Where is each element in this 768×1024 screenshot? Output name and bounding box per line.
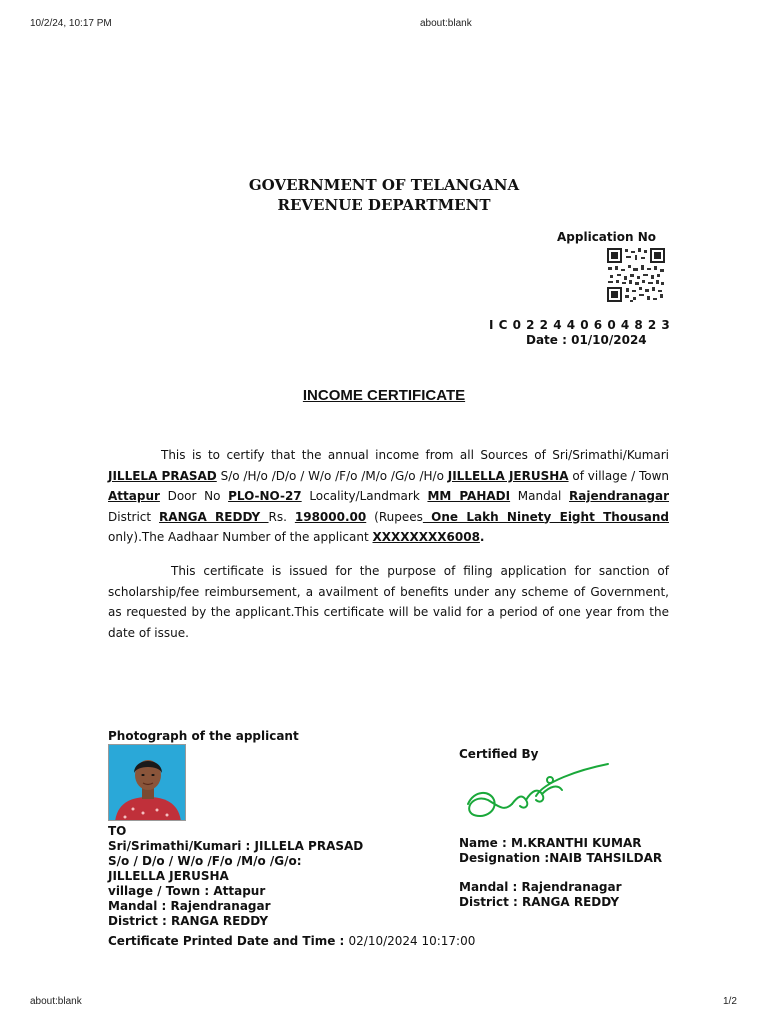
print-timestamp: 10/2/24, 10:17 PM bbox=[30, 18, 112, 29]
text-fragment: This is to certify that the annual income from all Sources of Sri/Srimathi/Kumari bbox=[161, 448, 669, 462]
addressee-block bbox=[108, 824, 408, 929]
certified-details bbox=[459, 836, 719, 910]
applicant-photo bbox=[108, 744, 186, 821]
certificate-purpose-paragraph: This certificate is issued for the purpose of filing application for sanction of scholarship/fee reimbursement, a availment of benefits under any scheme of Government, as requested by the applicant.This certificate will be valid for a period of one year from the date of issue. bbox=[108, 564, 669, 640]
text-fragment: . bbox=[479, 530, 485, 544]
printed-datetime bbox=[108, 934, 475, 948]
income-amount: 198000.00 bbox=[294, 509, 367, 524]
printed-value: 02/10/2024 10:17:00 bbox=[348, 934, 476, 948]
certified-by-label: Certified By bbox=[459, 747, 539, 761]
aadhaar-number: XXXXXXXX6008 bbox=[372, 530, 480, 544]
text-fragment: S/o /H/o /D/o / W/o /F/o /M/o /G/o /H/o bbox=[216, 468, 448, 483]
district: RANGA REDDY bbox=[159, 509, 269, 524]
department-title: REVENUE DEPARTMENT bbox=[277, 196, 491, 214]
text-fragment: District bbox=[108, 509, 160, 524]
to-label: TO bbox=[108, 824, 127, 838]
application-date: Date : 01/10/2024 bbox=[526, 333, 647, 347]
application-no-label: Application No bbox=[557, 230, 657, 244]
relation-name: JILLELLA JERUSHA bbox=[447, 468, 569, 483]
text-fragment: (Rupees bbox=[366, 509, 423, 524]
applicant-photo-icon bbox=[109, 745, 186, 821]
addressee-mandal: Mandal : Rajendranagar bbox=[108, 899, 271, 913]
print-page-number: 1/2 bbox=[723, 996, 737, 1007]
government-title: GOVERNMENT OF TELANGANA bbox=[248, 176, 520, 194]
officer-designation: Designation :NAIB TAHSILDAR bbox=[459, 851, 663, 865]
addressee-name: Sri/Srimathi/Kumari : JILLELA PRASAD bbox=[108, 839, 364, 853]
locality: MM PAHADI bbox=[427, 489, 511, 503]
certificate-body-paragraph bbox=[108, 445, 669, 548]
officer-district: District : RANGA REDDY bbox=[459, 895, 620, 909]
door-number: PLO-NO-27 bbox=[228, 489, 302, 503]
income-amount-words: One Lakh Ninety Eight Thousand bbox=[422, 509, 669, 524]
application-number: I C 0 2 2 4 4 0 6 0 4 8 2 3 bbox=[489, 318, 671, 332]
addressee-relation-label: S/o / D/o / W/o /F/o /M/o /G/o: bbox=[108, 854, 302, 868]
qr-code-icon bbox=[606, 247, 666, 303]
qr-code bbox=[606, 247, 666, 303]
text-fragment: only).The Aadhaar Number of the applicant bbox=[108, 530, 373, 544]
print-page-title: about:blank bbox=[420, 18, 472, 29]
officer-name: Name : M.KRANTHI KUMAR bbox=[459, 836, 642, 850]
text-fragment: of village / Town bbox=[568, 468, 669, 483]
text-fragment: Rs. bbox=[268, 509, 295, 524]
addressee-town: village / Town : Attapur bbox=[108, 884, 266, 898]
addressee-district: District : RANGA REDDY bbox=[108, 914, 269, 928]
text-fragment: Mandal bbox=[510, 489, 570, 503]
printed-label: Certificate Printed Date and Time : bbox=[108, 934, 349, 948]
village-town: Attapur bbox=[108, 489, 160, 503]
print-footer-url: about:blank bbox=[30, 996, 82, 1007]
mandal: Rajendranagar bbox=[569, 489, 670, 503]
officer-signature bbox=[460, 760, 612, 824]
addressee-relation: JILLELLA JERUSHA bbox=[108, 869, 229, 883]
certificate-title: INCOME CERTIFICATE bbox=[302, 387, 466, 404]
officer-mandal: Mandal : Rajendranagar bbox=[459, 880, 622, 894]
text-fragment: Locality/Landmark bbox=[301, 489, 428, 503]
signature-icon bbox=[460, 760, 612, 824]
text-fragment: Door No bbox=[159, 489, 229, 503]
applicant-name: JILLELA PRASAD bbox=[108, 468, 217, 483]
photo-label: Photograph of the applicant bbox=[108, 729, 299, 743]
